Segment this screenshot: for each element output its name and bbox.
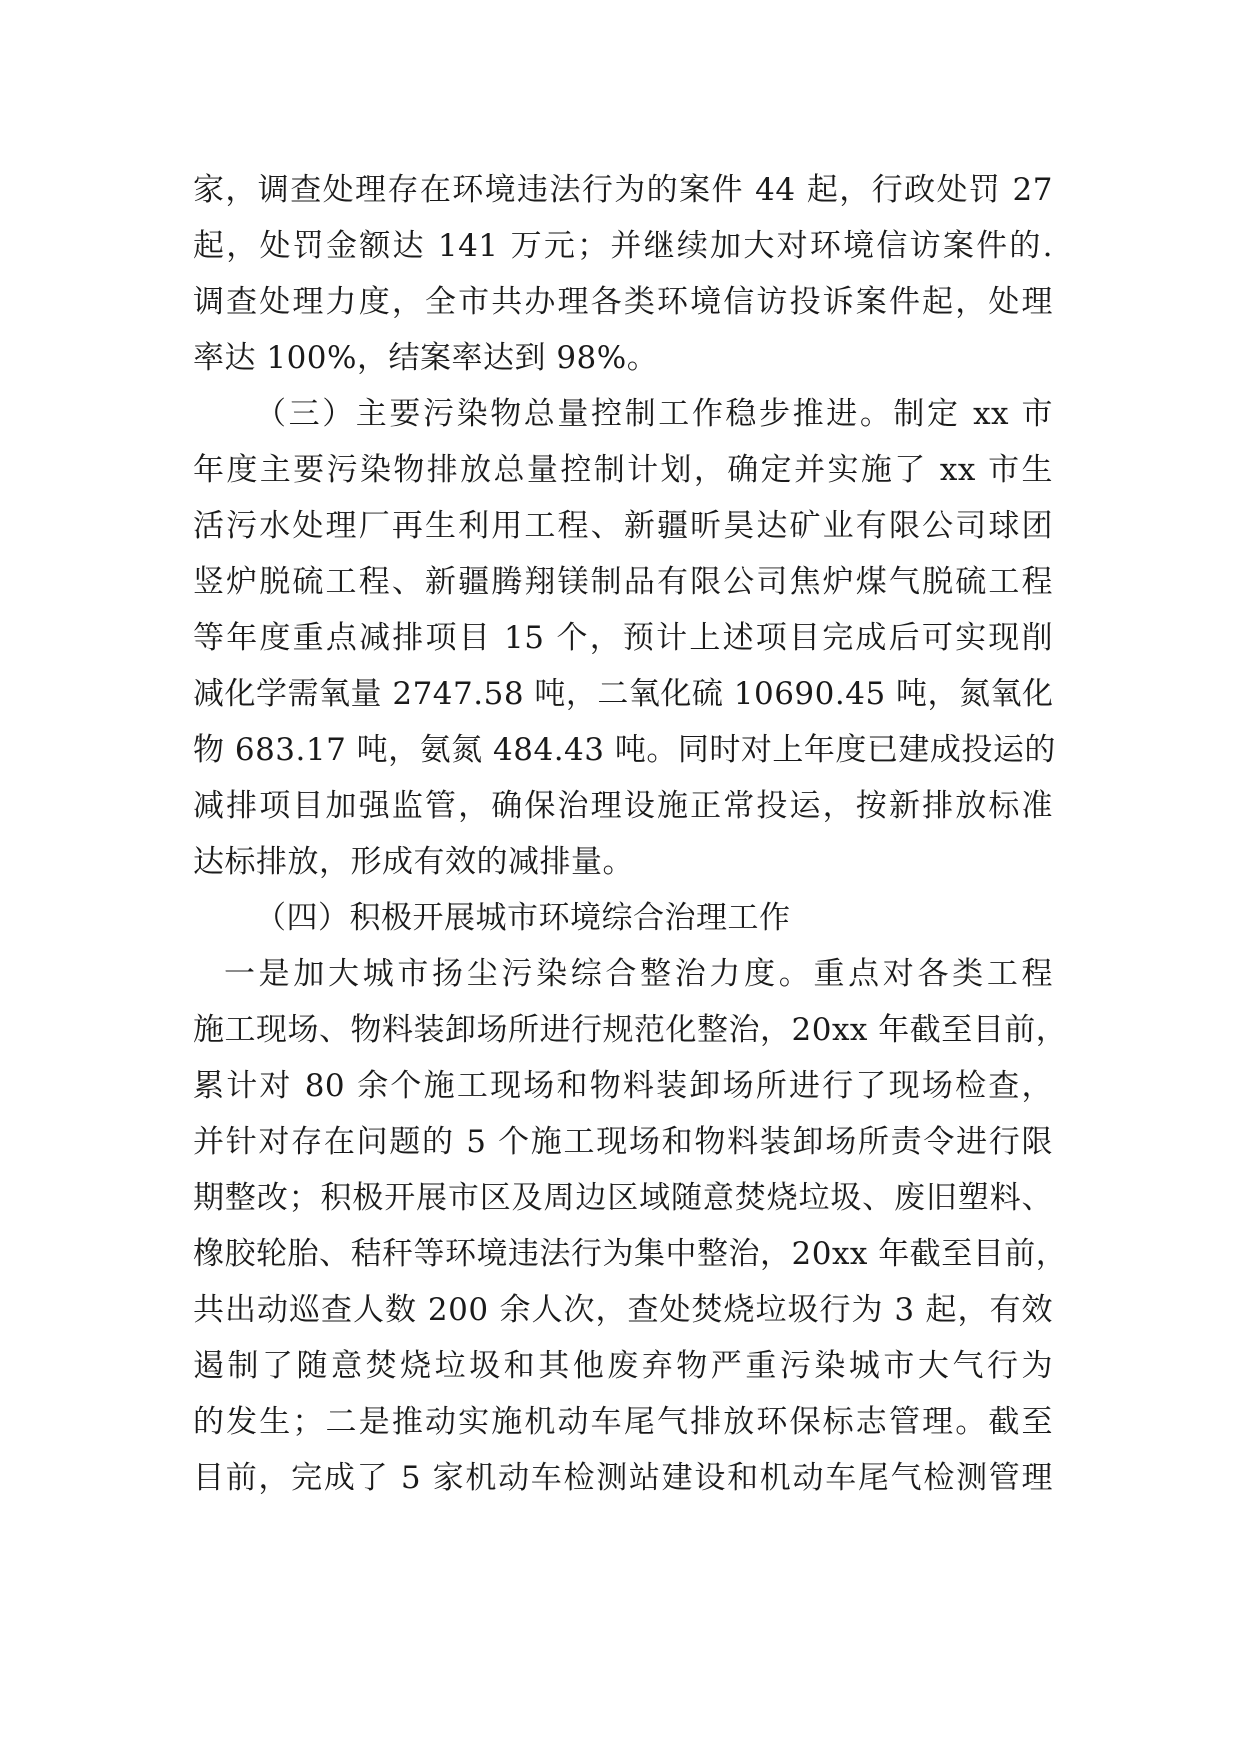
text-line: 竖炉脱硫工程、新疆腾翔镁制品有限公司焦炉煤气脱硫工程	[193, 564, 1053, 600]
text-line: 施工现场、物料装卸场所进行规范化整治，20xx 年截至目前，	[193, 1012, 1068, 1048]
text-line: 并针对存在问题的 5 个施工现场和物料装卸场所责令进行限	[193, 1124, 1053, 1160]
text-line: 共出动巡查人数 200 余人次，查处焚烧垃圾行为 3 起，有效	[193, 1292, 1053, 1328]
text-line: 等年度重点减排项目 15 个，预计上述项目完成后可实现削	[193, 620, 1053, 656]
body-text	[193, 162, 1068, 1506]
text-line: 物 683.17 吨，氨氮 484.43 吨。同时对上年度已建成投运的	[193, 732, 1056, 768]
text-line: 减化学需氧量 2747.58 吨，二氧化硫 10690.45 吨，氮氧化	[193, 676, 1054, 712]
text-line: 活污水处理厂再生利用工程、新疆昕昊达矿业有限公司球团	[193, 508, 1053, 544]
text-line: 家，调查处理存在环境违法行为的案件 44 起，行政处罚 27	[193, 172, 1053, 208]
text-line: 年度主要污染物排放总量控制计划，确定并实施了 xx 市生	[193, 452, 1053, 488]
text-line: 率达 100%，结案率达到 98%。	[193, 340, 659, 376]
text-line: 一是加大城市扬尘污染综合整治力度。重点对各类工程	[224, 956, 1053, 992]
text-line: 目前，完成了 5 家机动车检测站建设和机动车尾气检测管理	[193, 1460, 1053, 1496]
text-line: 减排项目加强监管，确保治理设施正常投运，按新排放标准	[193, 788, 1053, 824]
section-heading-3: （三）主要污染物总量控制工作稳步推进。制定 xx 市	[255, 396, 1053, 432]
text-line: 橡胶轮胎、秸秆等环境违法行为集中整治，20xx 年截至目前，	[193, 1236, 1068, 1272]
text-line: 遏制了随意焚烧垃圾和其他废弃物严重污染城市大气行为	[193, 1348, 1053, 1384]
section-heading-4: （四）积极开展城市环境综合治理工作	[255, 900, 791, 936]
text-line: 起，处罚金额达 141 万元；并继续加大对环境信访案件的.	[193, 228, 1053, 264]
text-line: 达标排放，形成有效的减排量。	[193, 844, 634, 880]
text-line: 累计对 80 余个施工现场和物料装卸场所进行了现场检查，	[193, 1068, 1053, 1104]
text-line: 的发生；二是推动实施机动车尾气排放环保标志管理。截至	[193, 1404, 1053, 1440]
text-line: 期整改；积极开展市区及周边区域随意焚烧垃圾、废旧塑料、	[193, 1180, 1053, 1216]
text-line: 调查处理力度，全市共办理各类环境信访投诉案件起，处理	[193, 284, 1053, 320]
